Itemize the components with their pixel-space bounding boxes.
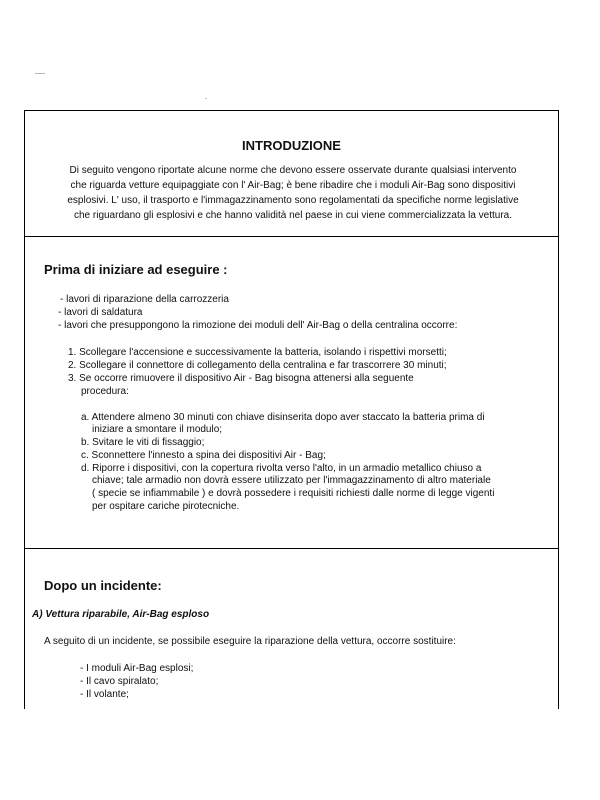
subsection-heading: A) Vettura riparabile, Air-Bag esploso [32, 609, 210, 620]
list-item: - Il volante; [80, 689, 129, 700]
section-divider [25, 236, 558, 237]
step-continuation: procedura: [81, 386, 129, 397]
intro-paragraph [39, 163, 547, 223]
step-item: 1. Scollegare l'accensione e successivamente la batteria, isolando i rispettivi morsetti; [68, 347, 447, 358]
step-item: 2. Scollegare il connettore di collegamento della centralina e far trascorrere 30 minuti; [68, 360, 447, 371]
list-item: - lavori che presuppongono la rimozione dei moduli dell' Air-Bag o della centralina occorre: [58, 320, 458, 331]
intro-line: che riguarda vetture equipaggiate con l' Air-Bag; è bene ribadire che i moduli Air-Bag sono dispositivi [70, 180, 516, 191]
list-item: - lavori di saldatura [58, 307, 143, 318]
list-item: - I moduli Air-Bag esplosi; [80, 663, 194, 674]
section-heading-dopo: Dopo un incidente: [44, 578, 162, 593]
substep-item: b. Svitare le viti di fissaggio; [81, 437, 205, 448]
intro-title: INTRODUZIONE [242, 138, 341, 153]
paragraph: A seguito di un incidente, se possibile eseguire la riparazione della vettura, occorre sostituire: [44, 636, 456, 647]
substep-continuation: chiave; tale armadio non dovrà essere utilizzato per l'immagazzinamento di altro materiale [92, 475, 491, 486]
document-frame [24, 110, 559, 709]
stray-mark [205, 98, 207, 99]
intro-line: che riguardano gli esplosivi e che hanno validità nel paese in cui viene commercializzata la vettura. [73, 210, 513, 221]
substep-item: a. Attendere almeno 30 minuti con chiave disinserita dopo aver staccato la batteria prima di [81, 412, 485, 423]
list-item: - lavori di riparazione della carrozzeria [60, 294, 229, 305]
substep-item: d. Riporre i dispositivi, con la copertura rivolta verso l'alto, in un armadio metallico chiuso a [81, 463, 482, 474]
step-item: 3. Se occorre rimuovere il dispositivo Air - Bag bisogna attenersi alla seguente [68, 373, 414, 384]
substep-continuation: ( specie se infiammabile ) e dovrà possedere i requisiti richiesti dalle norme di legge vigenti [92, 488, 495, 499]
list-item: - Il cavo spiralato; [80, 676, 159, 687]
substep-continuation: per ospitare cariche pirotecniche. [92, 501, 240, 512]
substep-continuation: iniziare a smontare il modulo; [92, 424, 223, 435]
intro-line: Di seguito vengono riportate alcune norme che devono essere osservate durante qualsiasi intervento [69, 165, 517, 176]
section-heading-prima: Prima di iniziare ad eseguire : [44, 262, 228, 277]
intro-line: esplosivi. L' uso, il trasporto e l'immagazzinamento sono regolamentati da specifiche norme legislative [67, 195, 519, 206]
stray-mark [35, 73, 45, 74]
substep-item: c. Sconnettere l'innesto a spina dei dispositivi Air - Bag; [81, 450, 326, 461]
section-divider [25, 548, 558, 549]
